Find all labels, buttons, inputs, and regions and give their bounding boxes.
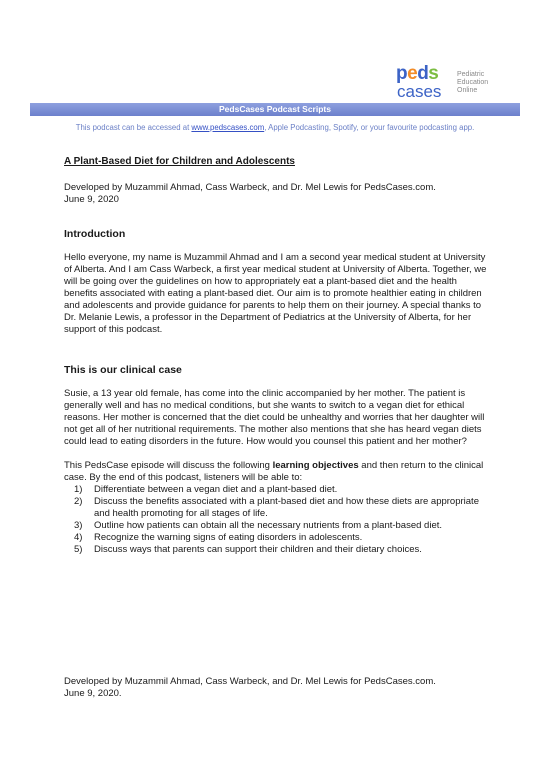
pedscases-logo-mark (395, 62, 457, 102)
objective-item (64, 532, 489, 544)
page-footer (64, 676, 436, 700)
intro-heading: Introduction (64, 228, 126, 240)
case-heading: This is our clinical case (64, 364, 182, 376)
access-info (30, 123, 520, 132)
objective-item (64, 520, 489, 532)
objective-item (64, 484, 489, 496)
logo-tagline-line: Online (457, 87, 478, 94)
objective-text: Outline how patients can obtain all the necessary nutrients from a plant-based diet. (94, 520, 443, 531)
objective-text: Differentiate between a vegan diet and a plant-based diet. (94, 484, 338, 495)
logo-letter-d: d (417, 63, 429, 84)
logo-tagline-line: Pediatric (457, 71, 485, 78)
credit-line: Developed by Muzammil Ahmad, Cass Warbeck, and Dr. Mel Lewis for PedsCases.com. (64, 182, 436, 193)
document-body (64, 156, 489, 556)
objective-item (64, 544, 489, 556)
logo-letter-e: e (407, 63, 418, 84)
document-title: A Plant-Based Diet for Children and Adolescents (64, 156, 295, 167)
objectives-intro-bold: learning objectives (272, 460, 359, 471)
logo-tagline (457, 71, 488, 95)
footer-date: June 9, 2020. (64, 688, 122, 699)
pedscases-link[interactable]: www.pedscases.com (191, 123, 265, 132)
objective-number: 4) (74, 532, 83, 543)
access-prefix: This podcast can be accessed at (75, 123, 192, 132)
objective-text: Discuss the benefits associated with a plant-based diet and how these diets are appropriate and health promoting for all stages of life. (94, 496, 479, 519)
intro-paragraph: Hello everyone, my name is Muzammil Ahmad and I am a second year medical student at University of Alberta. And I am Cass Warbeck, a first year medical student at University of Alberta. Together, we will be going over the guidelines on how to appropriately eat a plant-based diet and the health benefits associated with eating a plant-based diet. Our aim is to promote healthier eating in children and adolescents and provide guidance for parents to help them on their journey. A special thanks to Dr. Melanie Lewis, a professor in the Department of Pediatrics at the University of Alberta, for her support of this podcast. (64, 252, 487, 335)
podcast-scripts-banner: PedsCases Podcast Scripts (30, 103, 520, 116)
objectives-intro-post: and then return to the clinical case. By the end of this podcast, listeners will be able to: (64, 460, 484, 483)
objective-number: 1) (74, 484, 83, 495)
objective-text: Discuss ways that parents can support their children and their dietary choices. (94, 544, 422, 555)
objectives-intro (64, 460, 489, 484)
logo-word-cases: cases (397, 82, 442, 101)
logo-tagline-line: Education (457, 79, 489, 86)
svg-text:peds (396, 63, 438, 84)
objectives-intro-pre: This PedsCase episode will discuss the following (64, 460, 273, 471)
access-suffix: , Apple Podcasting, Spotify, or your favourite podcasting app. (264, 123, 475, 132)
objectives-list (64, 484, 489, 556)
objective-item (64, 496, 489, 520)
date-line: June 9, 2020 (64, 194, 119, 205)
objective-number: 2) (74, 496, 83, 507)
objective-number: 3) (74, 520, 83, 531)
footer-credit: Developed by Muzammil Ahmad, Cass Warbeck, and Dr. Mel Lewis for PedsCases.com. (64, 676, 436, 687)
case-paragraph: Susie, a 13 year old female, has come into the clinic accompanied by her mother. The patient is generally well and has no medical conditions, but she wants to switch to a vegan diet for ethical reasons. Her mother is concerned that the diet could be unhealthy and worries that her daughter will not get all of her nutritional requirements. The mother also mentions that she has heard vegan diets could lead to eating disorders in the future. How would you counsel this patient and her mother? (64, 388, 485, 447)
logo-letter-s: s (428, 63, 439, 84)
pedscases-logo (395, 62, 505, 104)
objective-number: 5) (74, 544, 83, 555)
objective-text: Recognize the warning signs of eating disorders in adolescents. (94, 532, 363, 543)
logo-letter-p: p (396, 63, 408, 84)
